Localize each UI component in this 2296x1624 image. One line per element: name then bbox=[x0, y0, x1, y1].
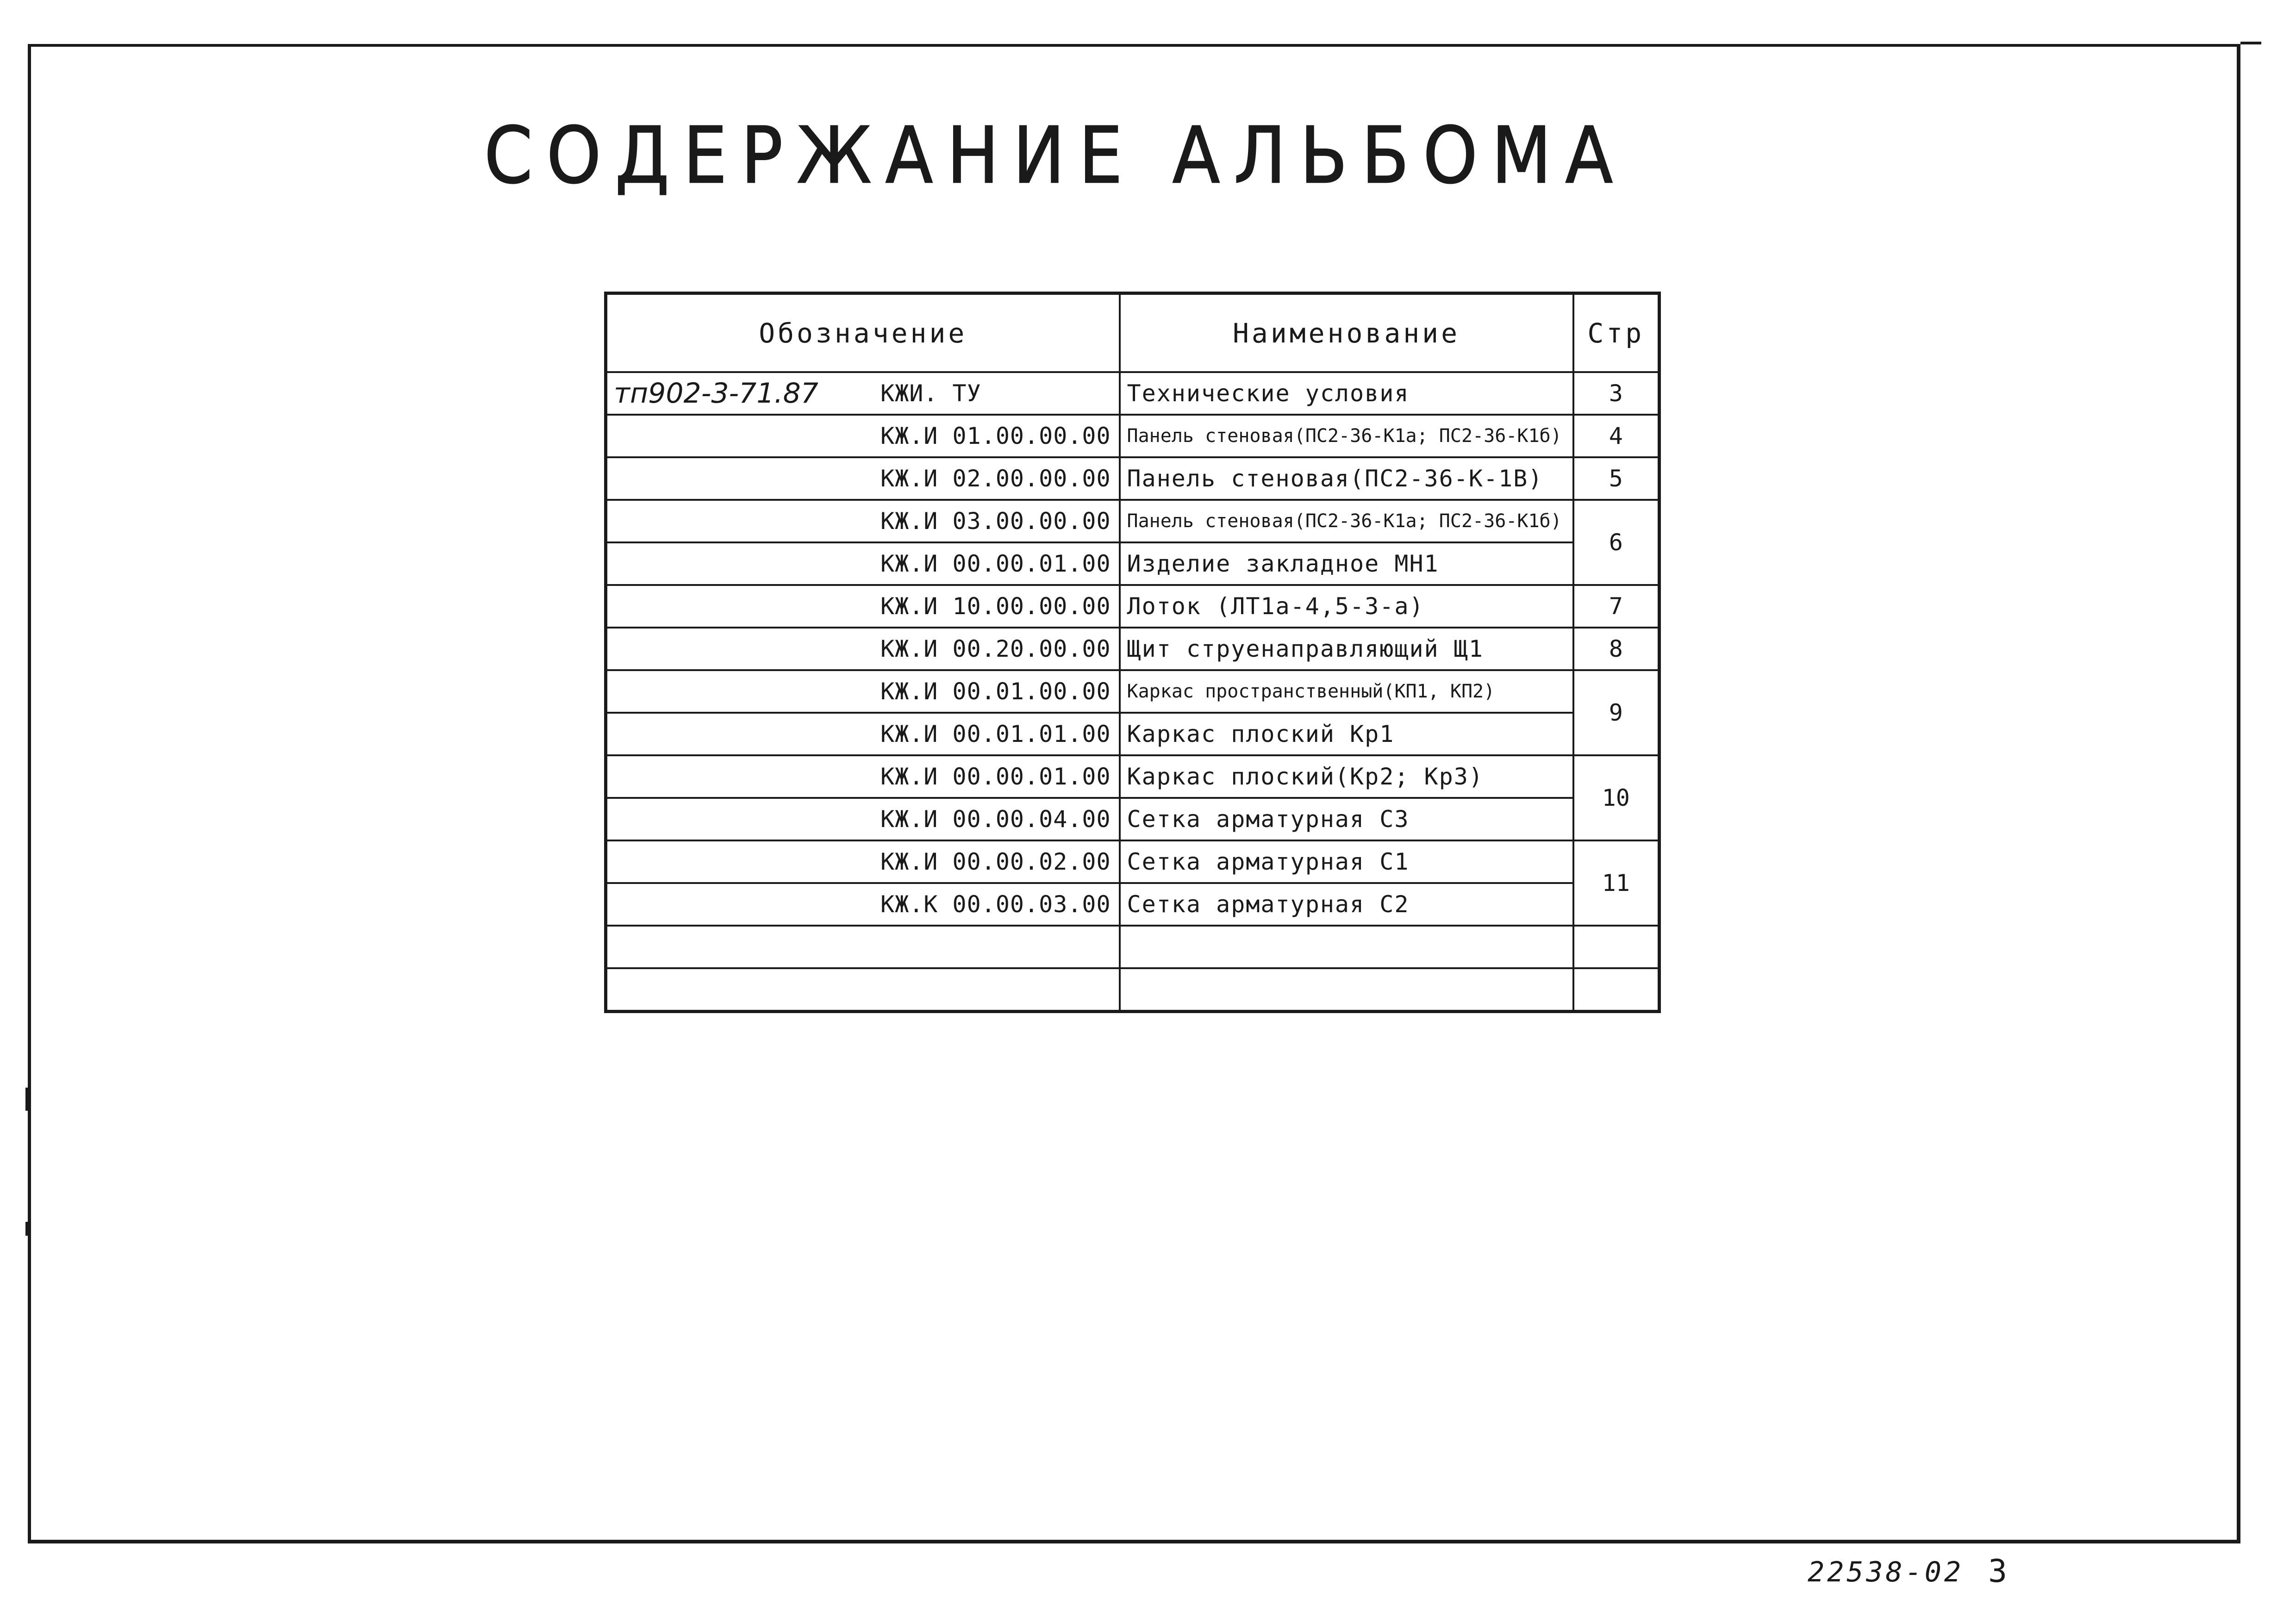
empty-cell bbox=[1573, 968, 1660, 1012]
margin-tick bbox=[25, 1088, 30, 1111]
empty-cell bbox=[1120, 926, 1573, 968]
header-designation: Обозначение bbox=[606, 293, 1120, 373]
drawing-code: КЖ.И 10.00.00.00 bbox=[880, 593, 1111, 620]
table-row bbox=[606, 585, 1660, 628]
item-name: Панель стеновая(ПС2-36-К-1В) bbox=[1120, 457, 1573, 500]
empty-cell bbox=[1573, 926, 1660, 968]
drawing-code: КЖ.И 01.00.00.00 bbox=[880, 423, 1111, 449]
empty-cell bbox=[606, 926, 1120, 968]
table-header-row bbox=[606, 293, 1660, 373]
item-name: Каркас пространственный(КП1, КП2) bbox=[1120, 670, 1573, 713]
item-name: Сетка арматурная С1 bbox=[1120, 840, 1573, 883]
item-name: Лоток (ЛТ1а-4,5-3-а) bbox=[1120, 585, 1573, 628]
table-row bbox=[606, 457, 1660, 500]
item-name: Сетка арматурная С3 bbox=[1120, 798, 1573, 840]
table-row bbox=[606, 883, 1660, 926]
sheet-number: 3 bbox=[1988, 1553, 2007, 1590]
page-number: 10 bbox=[1573, 755, 1660, 840]
table-row-empty bbox=[606, 926, 1660, 968]
margin-tick bbox=[2240, 42, 2261, 44]
series-designation: тп902-3-71.87 bbox=[614, 377, 818, 410]
drawing-code: КЖ.И 00.00.01.00 bbox=[880, 763, 1111, 790]
designation-cell bbox=[606, 713, 1120, 755]
page-number: 3 bbox=[1573, 372, 1660, 415]
item-name: Технические условия bbox=[1120, 372, 1573, 415]
item-name: Щит струенаправляющий Щ1 bbox=[1120, 628, 1573, 670]
table-row bbox=[606, 372, 1660, 415]
table-row-empty bbox=[606, 968, 1660, 1012]
designation-cell bbox=[606, 628, 1120, 670]
table-row bbox=[606, 840, 1660, 883]
drawing-code: КЖ.К 00.00.03.00 bbox=[880, 891, 1111, 918]
item-name: Каркас плоский(Кр2; Кр3) bbox=[1120, 755, 1573, 798]
page-number: 4 bbox=[1573, 415, 1660, 457]
page-number: 8 bbox=[1573, 628, 1660, 670]
margin-tick bbox=[25, 1222, 30, 1236]
designation-cell bbox=[606, 670, 1120, 713]
designation-cell bbox=[606, 840, 1120, 883]
page-number: 5 bbox=[1573, 457, 1660, 500]
item-name: Панель стеновая(ПС2-36-К1а; ПС2-36-К1б) bbox=[1120, 415, 1573, 457]
designation-cell bbox=[606, 542, 1120, 585]
drawing-code: КЖ.И 02.00.00.00 bbox=[880, 465, 1111, 492]
header-page: Стр bbox=[1573, 293, 1660, 373]
drawing-code: КЖИ. ТУ bbox=[880, 380, 981, 407]
album-contents-title: СОДЕРЖАНИЕ АЛЬБОМА bbox=[484, 111, 1627, 201]
document-number: 22538-02 bbox=[1808, 1556, 1964, 1588]
item-name: Каркас плоский Кр1 bbox=[1120, 713, 1573, 755]
drawing-code: КЖ.И 00.00.04.00 bbox=[880, 806, 1111, 833]
designation-cell bbox=[606, 883, 1120, 926]
table-row bbox=[606, 755, 1660, 798]
page-number: 6 bbox=[1573, 500, 1660, 585]
drawing-code: КЖ.И 00.00.01.00 bbox=[880, 550, 1111, 577]
page-number: 9 bbox=[1573, 670, 1660, 755]
drawing-code: КЖ.И 00.20.00.00 bbox=[880, 635, 1111, 662]
designation-cell bbox=[606, 415, 1120, 457]
designation-cell bbox=[606, 457, 1120, 500]
header-name: Наименование bbox=[1120, 293, 1573, 373]
designation-cell bbox=[606, 500, 1120, 542]
item-name: Панель стеновая(ПС2-36-К1а; ПС2-36-К1б) bbox=[1120, 500, 1573, 542]
item-name: Сетка арматурная С2 bbox=[1120, 883, 1573, 926]
page-number: 11 bbox=[1573, 840, 1660, 926]
table-row bbox=[606, 713, 1660, 755]
table-row bbox=[606, 415, 1660, 457]
table-row bbox=[606, 500, 1660, 542]
page-number: 7 bbox=[1573, 585, 1660, 628]
designation-cell bbox=[606, 585, 1120, 628]
designation-cell bbox=[606, 755, 1120, 798]
item-name: Изделие закладное МН1 bbox=[1120, 542, 1573, 585]
drawing-code: КЖ.И 00.01.00.00 bbox=[880, 678, 1111, 705]
table-row bbox=[606, 798, 1660, 840]
designation-cell bbox=[606, 798, 1120, 840]
drawing-code: КЖ.И 03.00.00.00 bbox=[880, 508, 1111, 535]
empty-cell bbox=[1120, 968, 1573, 1012]
empty-cell bbox=[606, 968, 1120, 1012]
table-row bbox=[606, 670, 1660, 713]
drawing-code: КЖ.И 00.01.01.00 bbox=[880, 721, 1111, 747]
table-row bbox=[606, 542, 1660, 585]
table-row bbox=[606, 628, 1660, 670]
designation-cell bbox=[606, 372, 1120, 415]
drawing-code: КЖ.И 00.00.02.00 bbox=[880, 848, 1111, 875]
contents-table bbox=[604, 292, 1661, 1013]
